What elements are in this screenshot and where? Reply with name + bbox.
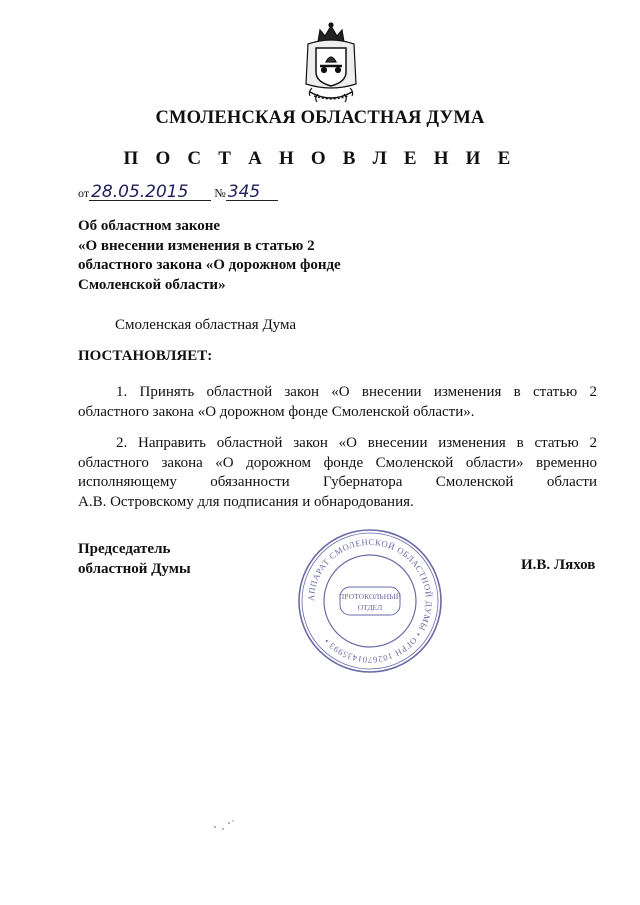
coat-of-arms-icon [298, 22, 364, 106]
official-stamp [296, 527, 444, 675]
stamp-center-line: ОТДЕЛ [357, 603, 383, 612]
number-label: № [214, 186, 226, 200]
organization-title: СМОЛЕНСКАЯ ОБЛАСТНАЯ ДУМА [155, 108, 485, 128]
paragraph-line: 2. Направить областной закон «О внесении изменения в статью 2 [116, 435, 597, 451]
scan-specks [205, 815, 245, 835]
date-number-line [78, 184, 278, 201]
date-from-label: от [78, 186, 90, 200]
subject-line: «О внесении изменения в статью 2 [78, 237, 315, 254]
handwritten-number: 345 [226, 184, 278, 201]
document-type-heading: П О С Т А Н О В Л Е Н И Е [123, 148, 517, 169]
paragraph-2 [78, 434, 597, 512]
paragraph-1 [78, 383, 597, 422]
signatory-role [78, 540, 191, 579]
stamp-ring-text: АППАРАТ СМОЛЕНСКОЙ ОБЛАСТНОЙ ДУМЫ • ОГРН 1026701435993 • [305, 536, 435, 666]
paragraph-line: исполняющему обязанности Губернатора Смоленской области [78, 474, 597, 490]
signatory-name: И.В. Ляхов [521, 557, 596, 573]
signatory-role-line: Председатель [78, 541, 171, 557]
subject-line: Смоленской области» [78, 276, 226, 293]
handwritten-date: 28.05.2015 [89, 184, 211, 201]
document-subject [78, 217, 341, 295]
paragraph-line: 1. Принять областной закон «О внесении изменения в статью 2 [116, 384, 597, 400]
paragraph-line: А.В. Островскому для подписания и обнародования. [78, 493, 414, 510]
subject-line: областного закона «О дорожном фонде [78, 257, 341, 273]
signatory-role-line: областной Думы [78, 560, 191, 577]
subject-line: Об областном законе [78, 218, 221, 234]
paragraph-line: областного закона «О дорожном фонде Смоленской области» временно [78, 454, 597, 471]
intro-text: Смоленская областная Дума [115, 317, 297, 333]
stamp-center-line: ПРОТОКОЛЬНЫЙ [338, 592, 402, 601]
resolves-heading: ПОСТАНОВЛЯЕТ: [78, 348, 213, 364]
paragraph-line: областного закона «О дорожном фонде Смоленской области». [78, 403, 475, 420]
